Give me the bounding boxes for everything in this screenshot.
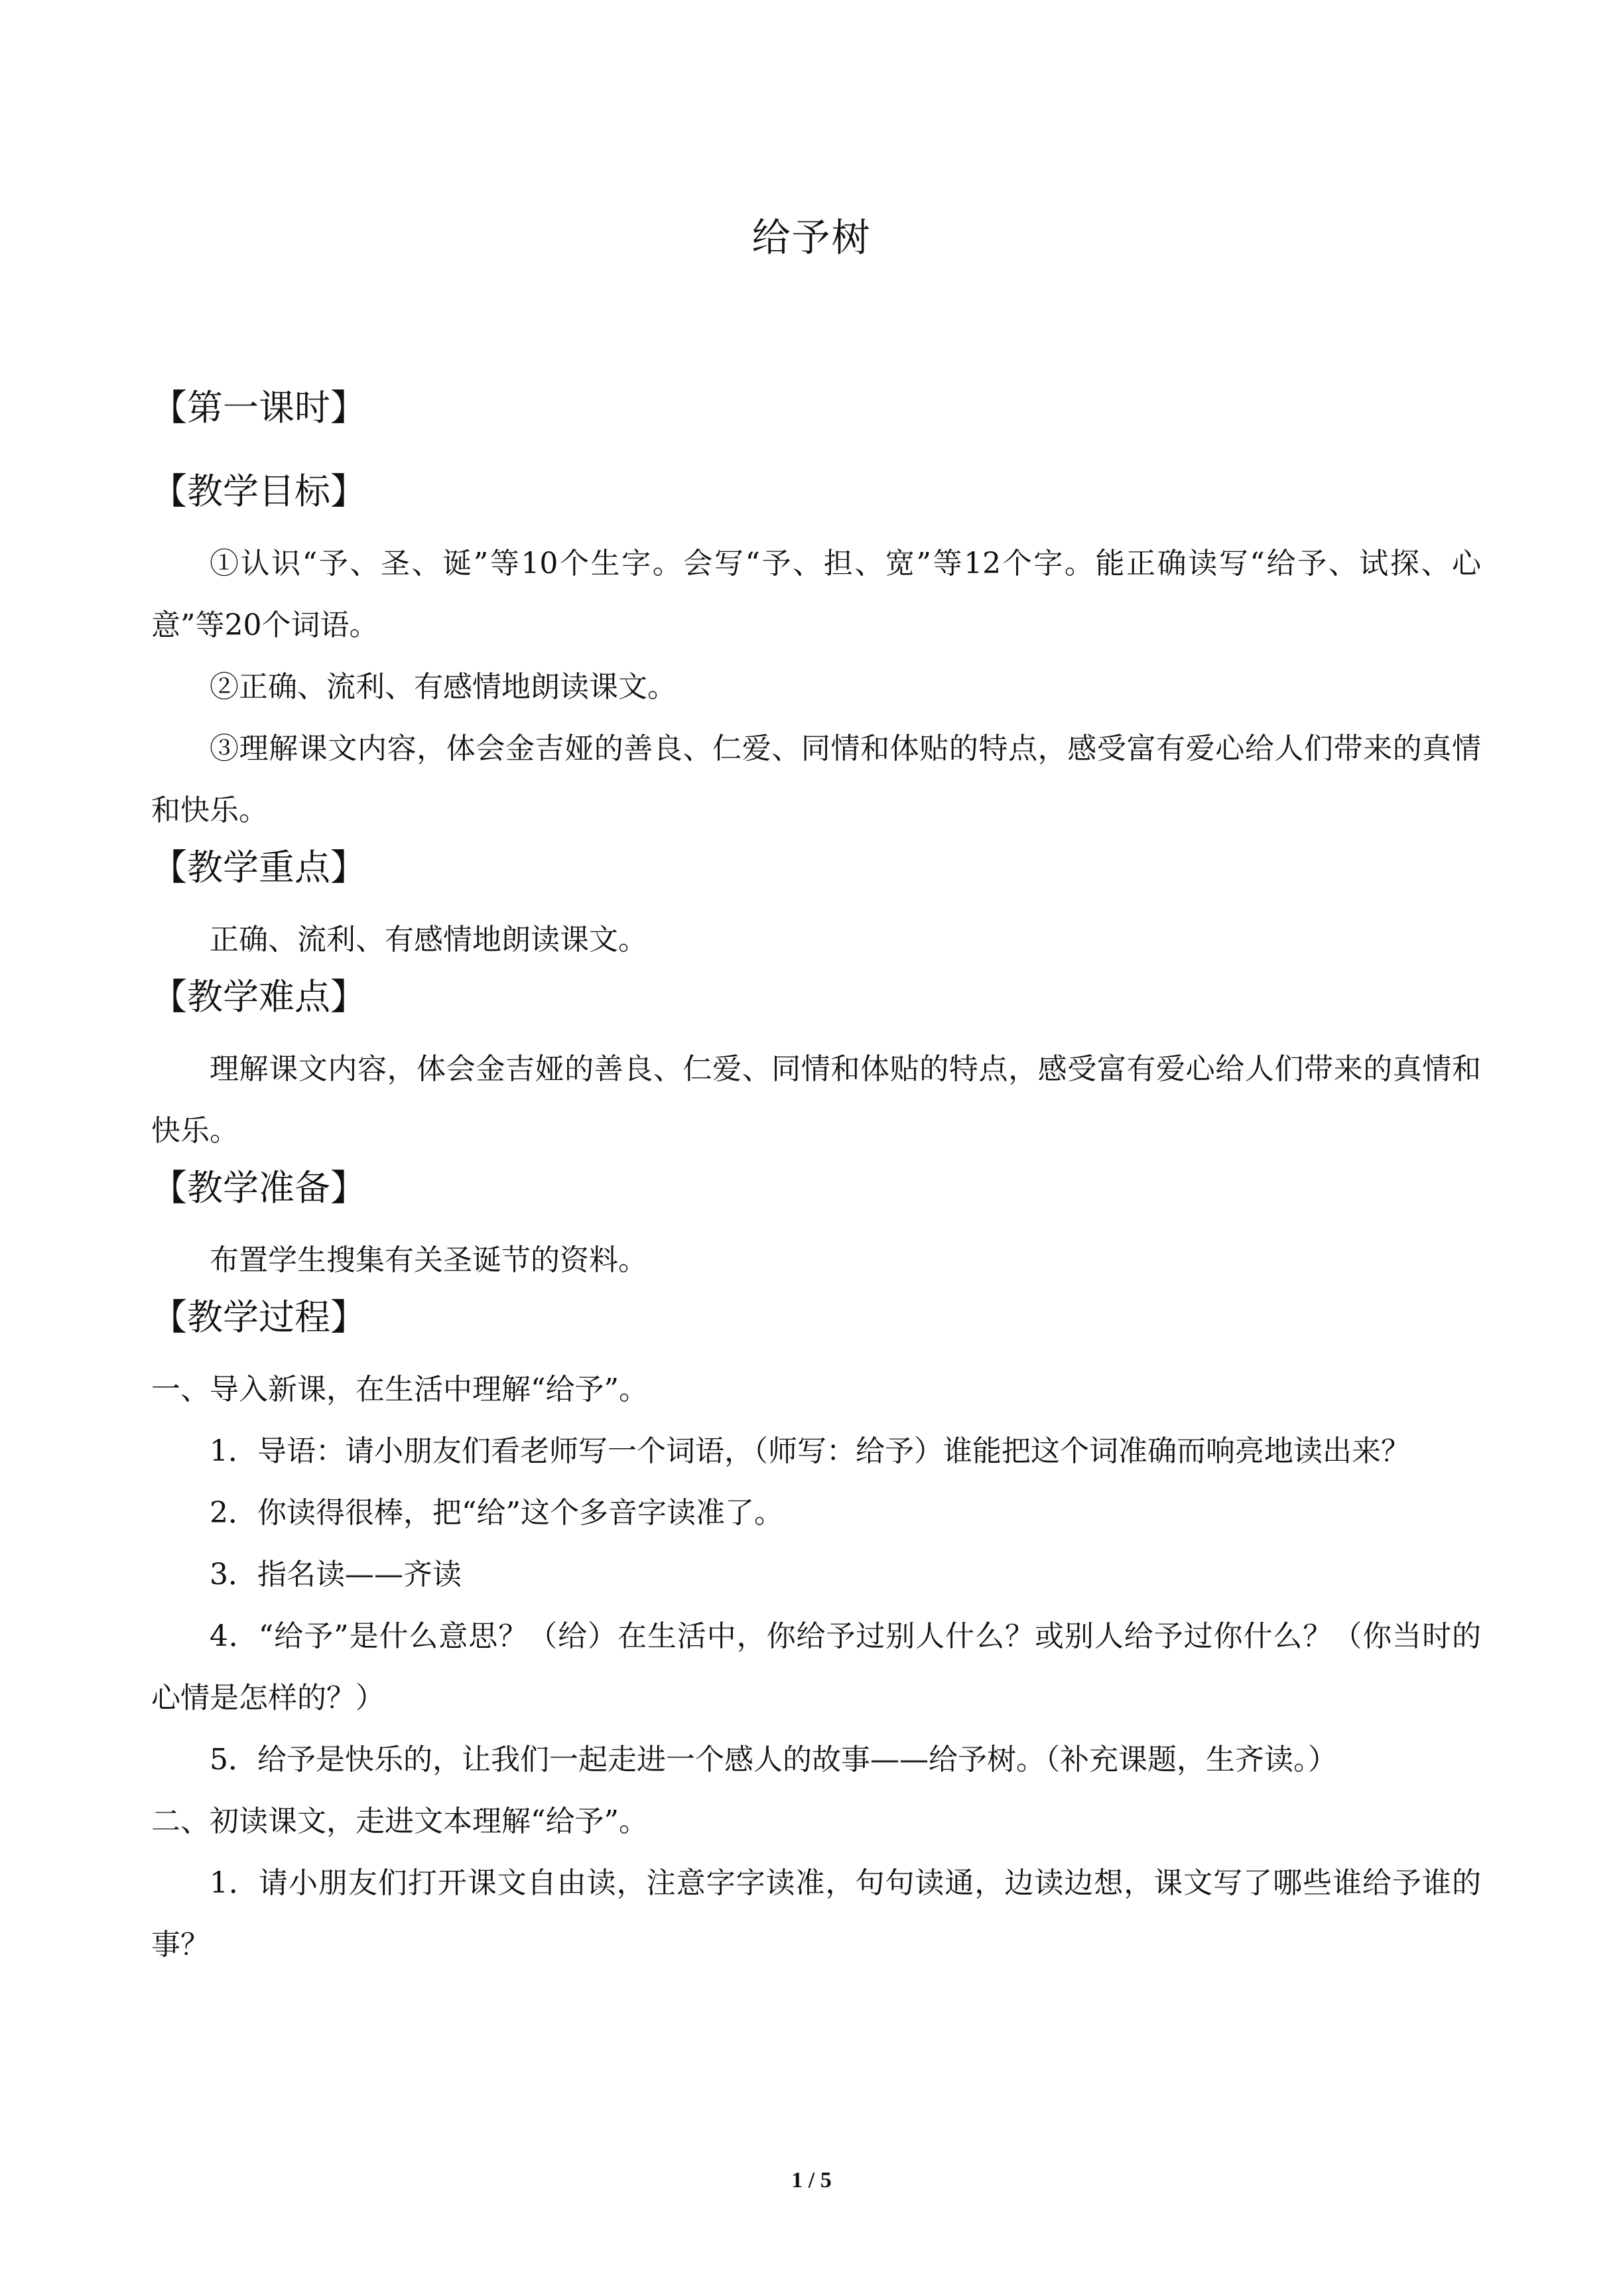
difficulty-heading: 【教学难点】: [151, 976, 366, 1018]
difficulty-text: 理解课文内容，体会金吉娅的善良、仁爱、同情和体贴的特点，感受富有爱心给人们带来的真情和快乐。: [151, 1052, 1481, 1148]
part1-title: 一、导入新课，在生活中理解“给予”。: [151, 1373, 648, 1406]
key-text: 正确、流利、有感情地朗读课文。: [210, 923, 647, 957]
prep-text: 布置学生搜集有关圣诞节的资料。: [210, 1243, 647, 1277]
goal-item: ②正确、流利、有感情地朗读课文。: [210, 670, 677, 704]
goals-heading: 【教学目标】: [151, 470, 366, 512]
key-heading: 【教学重点】: [151, 846, 366, 888]
part2-item: 1．请小朋友们打开课文自由读，注意字字读准，句句读通，边读边想，课文写了哪些谁给予谁的事？: [151, 1866, 1481, 1962]
prep-heading: 【教学准备】: [151, 1167, 366, 1209]
document-title: 给予树: [751, 215, 872, 260]
goal-item: ③理解课文内容，体会金吉娅的善良、仁爱、同情和体贴的特点，感受富有爱心给人们带来的真情和快乐。: [151, 732, 1481, 827]
part2-title: 二、初读课文，走进文本理解“给予”。: [151, 1804, 648, 1838]
part1-item: 1．导语：请小朋友们看老师写一个词语，（师写：给予）谁能把这个词准确而响亮地读出来？: [210, 1434, 1410, 1468]
lesson-heading: 【第一课时】: [151, 387, 366, 429]
process-heading: 【教学过程】: [151, 1296, 366, 1338]
document-body: [151, 381, 1481, 1976]
goal-item: ①认识“予、圣、诞”等10个生字。会写“予、担、宽”等12个字。能正确读写“给予、试探、心意”等20个词语。: [151, 547, 1481, 642]
page-number: 1 / 5: [791, 2168, 832, 2193]
part1-item: 2．你读得很棒，把“给”这个多音字读准了。: [210, 1496, 783, 1530]
part1-item: 3．指名读——齐读: [210, 1558, 462, 1591]
part1-item: 4．“给予”是什么意思？（给）在生活中，你给予过别人什么？或别人给予过你什么？（你当时的心情是怎样的？）: [151, 1619, 1481, 1715]
part1-item: 5．给予是快乐的，让我们一起走进一个感人的故事——给予树。（补充课题，生齐读。）: [210, 1743, 1337, 1777]
